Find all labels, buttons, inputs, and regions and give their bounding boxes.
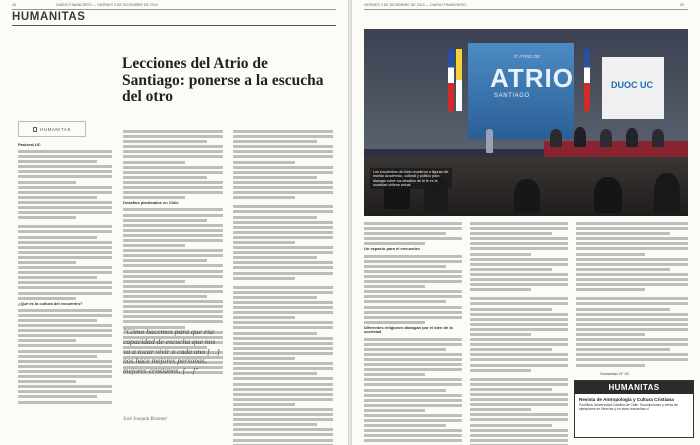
right-page bbox=[352, 0, 700, 445]
right-column-2 bbox=[470, 222, 568, 445]
humanitas-logo-mark-icon bbox=[33, 127, 37, 132]
left-top-rule bbox=[12, 9, 336, 10]
photo-caption: Los encuentros del Atrio reunieron a figuras del mundo académico, cultural y político para dialogar sobre los desafíos de la fe en la sociedad chilena actual. bbox=[370, 168, 452, 189]
left-folio-number: 28 bbox=[12, 3, 16, 7]
article-headline: Lecciones del Atrio de Santiago: ponerse a la escucha del otro bbox=[122, 55, 324, 105]
ad-text: Pontificia Universidad Católica de Chile. Suscripciones y venta de ejemplares en librerías y en www.humanitas.cl bbox=[579, 403, 678, 412]
right-column-1 bbox=[364, 222, 462, 445]
byline: Pastoral UC bbox=[18, 142, 41, 147]
right-folio-text: VIERNES 3 DE DICIEMBRE DE 2010 — DIARIO FINANCIERO bbox=[364, 3, 466, 7]
speaker-figure bbox=[486, 129, 493, 153]
ad-subtitle: Revista de Antropología y Cultura Cristiana bbox=[579, 397, 674, 402]
left-page bbox=[0, 0, 348, 445]
ad-title: HUMANITAS bbox=[575, 381, 693, 394]
subhead-culture: ¿Qué es la cultura del encuentro? bbox=[18, 300, 83, 306]
section-title: HUMANITAS bbox=[12, 11, 86, 23]
right-folio-number: 29 bbox=[680, 3, 684, 7]
subhead-religions: Diferentes religiones dialogan por el bien de la sociedad bbox=[364, 324, 453, 335]
right-column-3 bbox=[576, 222, 688, 369]
left-folio-text: DIARIO FINANCIERO — VIERNES 3 DE DICIEMBRE DE 2010 bbox=[56, 3, 158, 7]
humanitas-logo bbox=[18, 121, 86, 137]
atrio-panel-word: ATRIO bbox=[490, 63, 574, 93]
atrio-panel-top: 2º ATRIO DE bbox=[514, 54, 541, 59]
atrio-panel-sub: SANTIAGO bbox=[494, 93, 530, 99]
humanitas-logo-text: HUMANITAS bbox=[40, 126, 71, 132]
right-top-rule bbox=[364, 9, 688, 10]
left-column-1 bbox=[18, 150, 112, 406]
section-rule bbox=[12, 25, 336, 26]
humanitas-ad-box bbox=[574, 380, 694, 438]
subhead-challenges: Desafíos planteados en Chile bbox=[123, 200, 179, 206]
pull-quote-author: José Joaquín Brunner bbox=[123, 417, 168, 422]
left-column-3 bbox=[233, 130, 333, 445]
humanitas-issue-note: Humanitas N° 60 bbox=[600, 372, 629, 376]
subhead-meeting-space: Un espacio para el encuentro bbox=[364, 246, 420, 252]
pull-quote: "Cómo hacemos para que esa capacidad de escucha que nos va a tocar vivir a cada uno […] nos hace mejores personas, mejores cristianos, […]" bbox=[123, 327, 220, 376]
duoc-banner-word: DUOC UC bbox=[611, 80, 653, 90]
